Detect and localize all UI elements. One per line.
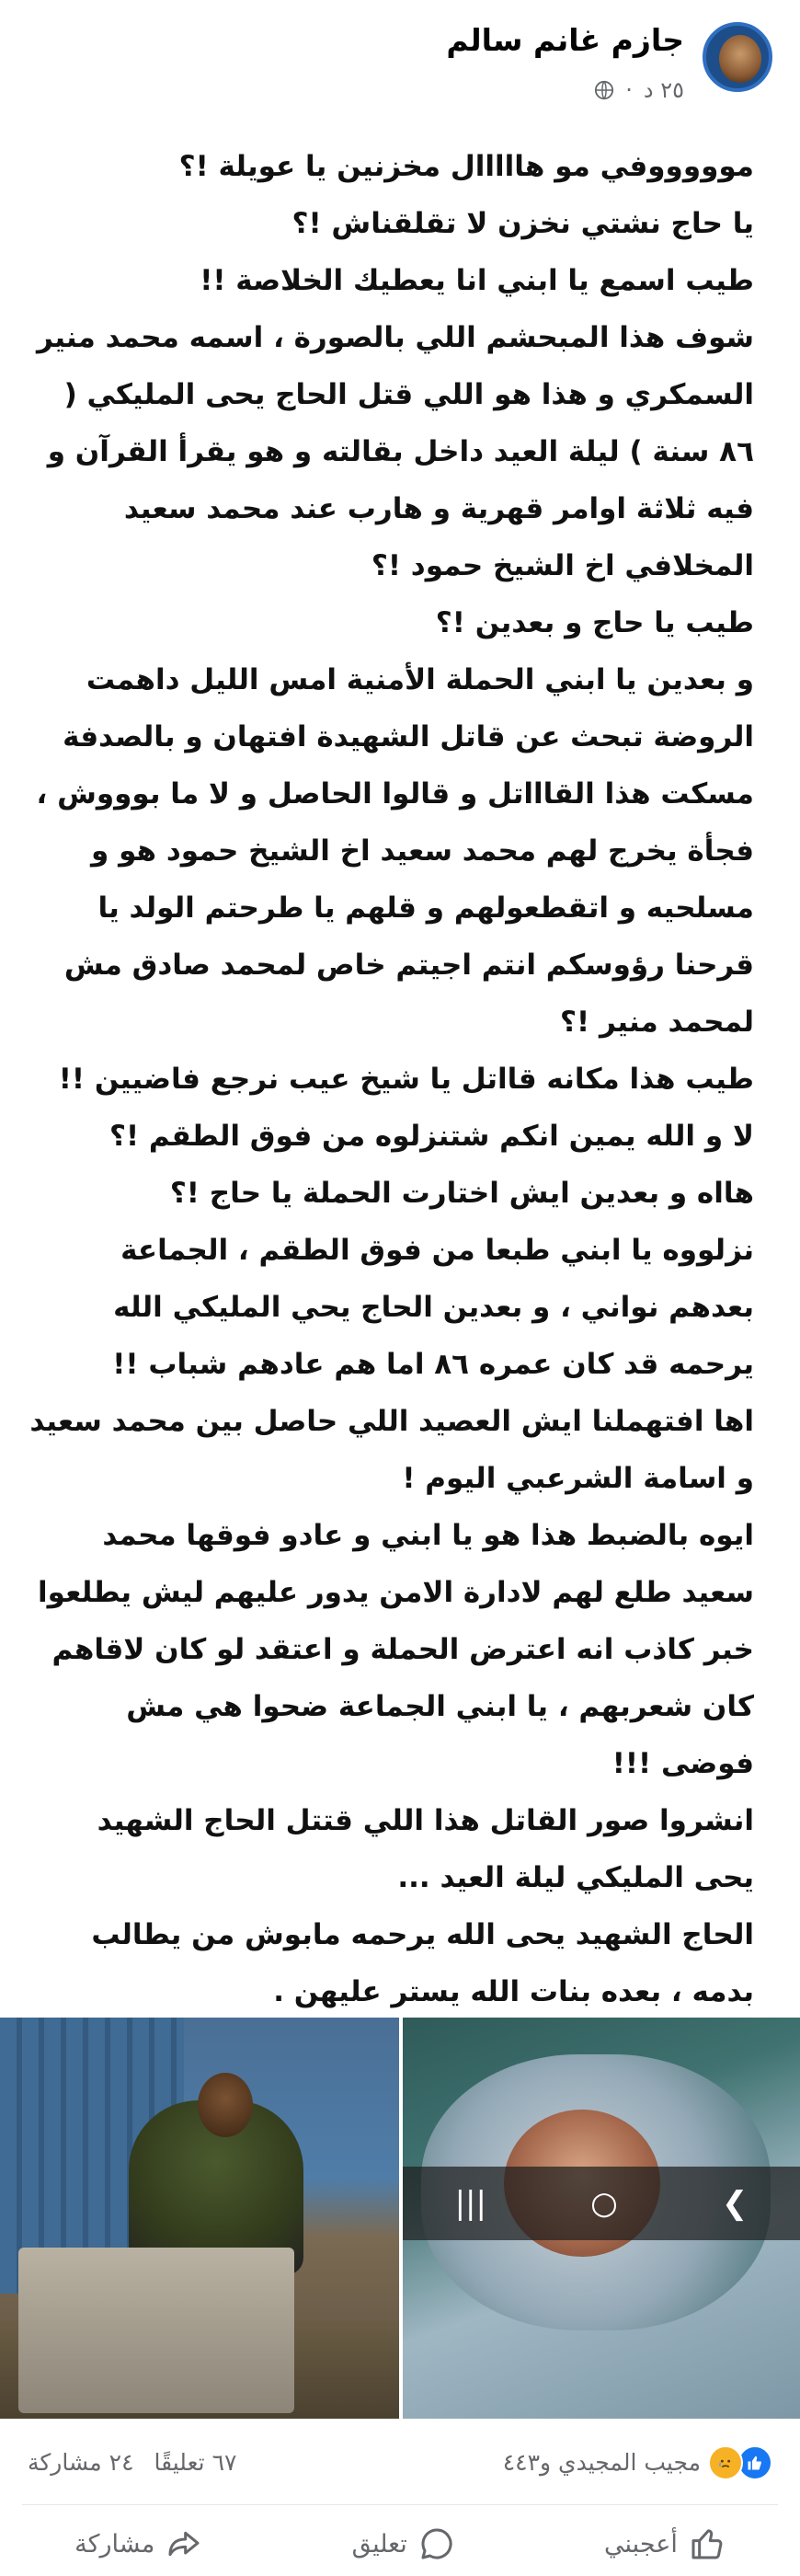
post-paragraph: لا و الله يمين انكم شتنزلوه من فوق الطقم !؟ [109,1120,754,1153]
comments-count[interactable]: ٦٧ تعليقًا [154,2449,237,2476]
sad-reaction-icon [708,2445,743,2480]
post-paragraph: ايوه بالضبط هذا هو يا ابني و عادو فوقها محمد سعيد طلع لهم لادارة الامن يدور عليهم ليش يطلعوا خبر كاذب انه اعترض الحملة و اعتقد لو كان لاقاهم كان شعربهم ، يا ابني الجماعة ضحوا هي مش فوضى !!! [38,1519,754,1780]
globe-icon [594,80,614,100]
post-text [28,138,754,2020]
recent-apps-icon[interactable]: ||| [454,2185,486,2222]
thumbs-up-icon [689,2525,726,2562]
post-paragraph: موووووفي مو هااااال مخزنين يا عويلة !؟ [178,150,754,183]
post-paragraph: يا حاج نشتي نخزن لا تقلقناش !؟ [291,207,754,240]
post-paragraph: اها افتهملنا ايش العصيد اللي حاصل بين محمد سعيد و اسامة الشرعبي اليوم ! [29,1405,754,1495]
post-paragraph: انشروا صور القاتل هذا اللي قتتل الحاج الشهيد يحى المليكي ليلة العيد ... [97,1804,754,1894]
meta-separator: · [625,77,633,103]
post-actions [0,2512,800,2576]
post-paragraph: و بعدين يا ابني الحملة الأمنية امس الليل داهمت الروضة تبحث عن قاتل الشهيدة افتهان و بالصدفة مسكت هذا القاااتل و قالوا الحاصل و لا ما بوووش ، فجأة يخرج لهم محمد سعيد اخ الشيخ حمود هو و مسلحيه و اتقطعولهم و قلهم يا طرحتم الولد يا قرحنا رؤوسكم انتم اجيتم خاص لمحمد صادق مش لمحمد منير !؟ [36,663,754,1039]
reaction-icons[interactable] [708,2445,772,2480]
home-icon[interactable]: ○ [590,2185,618,2222]
author-name[interactable]: جازم غانم سالم [446,22,684,58]
android-nav-bar [403,2167,800,2240]
post-paragraph: نزلووه يا ابني طبعا من فوق الطقم ، الجماعة بعدهم نواني ، و بعدين الحاج يحي المليكي الله يرحمه قد كان عمره ٨٦ اما هم عادهم شباب !! [112,1234,754,1381]
comment-button[interactable] [352,2525,455,2562]
comment-icon [418,2525,455,2562]
share-label: مشاركة [74,2529,155,2559]
divider [22,2504,778,2505]
post-paragraph: شوف هذا المبحشم اللي بالصورة ، اسمه محمد منير السمكري و هذا هو اللي قتل الحاج يحى المليكي ( ٨٦ سنة ) ليلة العيد داخل بقالته و هو يقرأ القرآن و فيه ثلاثة اوامر قهرية و هارب عند محمد سعيد المخلافي اخ الشيخ حمود !؟ [36,321,754,582]
share-button[interactable] [74,2525,202,2562]
engagement-counts [28,2449,236,2476]
post-paragraph: طيب هذا مكانه قااتل يا شيخ عيب نرجع فاضيين !! [58,1063,754,1096]
share-icon [166,2525,202,2562]
post-photos [0,2018,800,2419]
post-meta [594,77,684,103]
post-paragraph: هااه و بعدين ايش اختارت الحملة يا حاج !؟ [169,1177,754,1210]
post-time[interactable]: ٢٥ د [643,77,684,103]
post-paragraph: الحاج الشهيد يحى الله يرحمه مابوش من يطالب بدمه ، بعده بنات الله يستر عليهن . [91,1918,754,2008]
photo-soldier[interactable] [0,2018,399,2419]
like-label: أعجبني [604,2529,678,2559]
reactors-label[interactable]: مجيب المجيدي و٤٤٣ [502,2449,701,2476]
post-paragraph: طيب اسمع يا ابني انا يعطيك الخلاصة !! [200,264,754,297]
post-paragraph: طيب يا حاج و بعدين !؟ [435,606,754,639]
author-avatar[interactable] [703,22,772,92]
comment-label: تعليق [351,2529,407,2559]
reaction-stats [0,2438,800,2493]
shares-count[interactable]: ٢٤ مشاركة [28,2449,134,2476]
back-icon[interactable]: ❮ [721,2185,749,2222]
post-header [0,0,800,138]
like-button[interactable] [604,2525,726,2562]
